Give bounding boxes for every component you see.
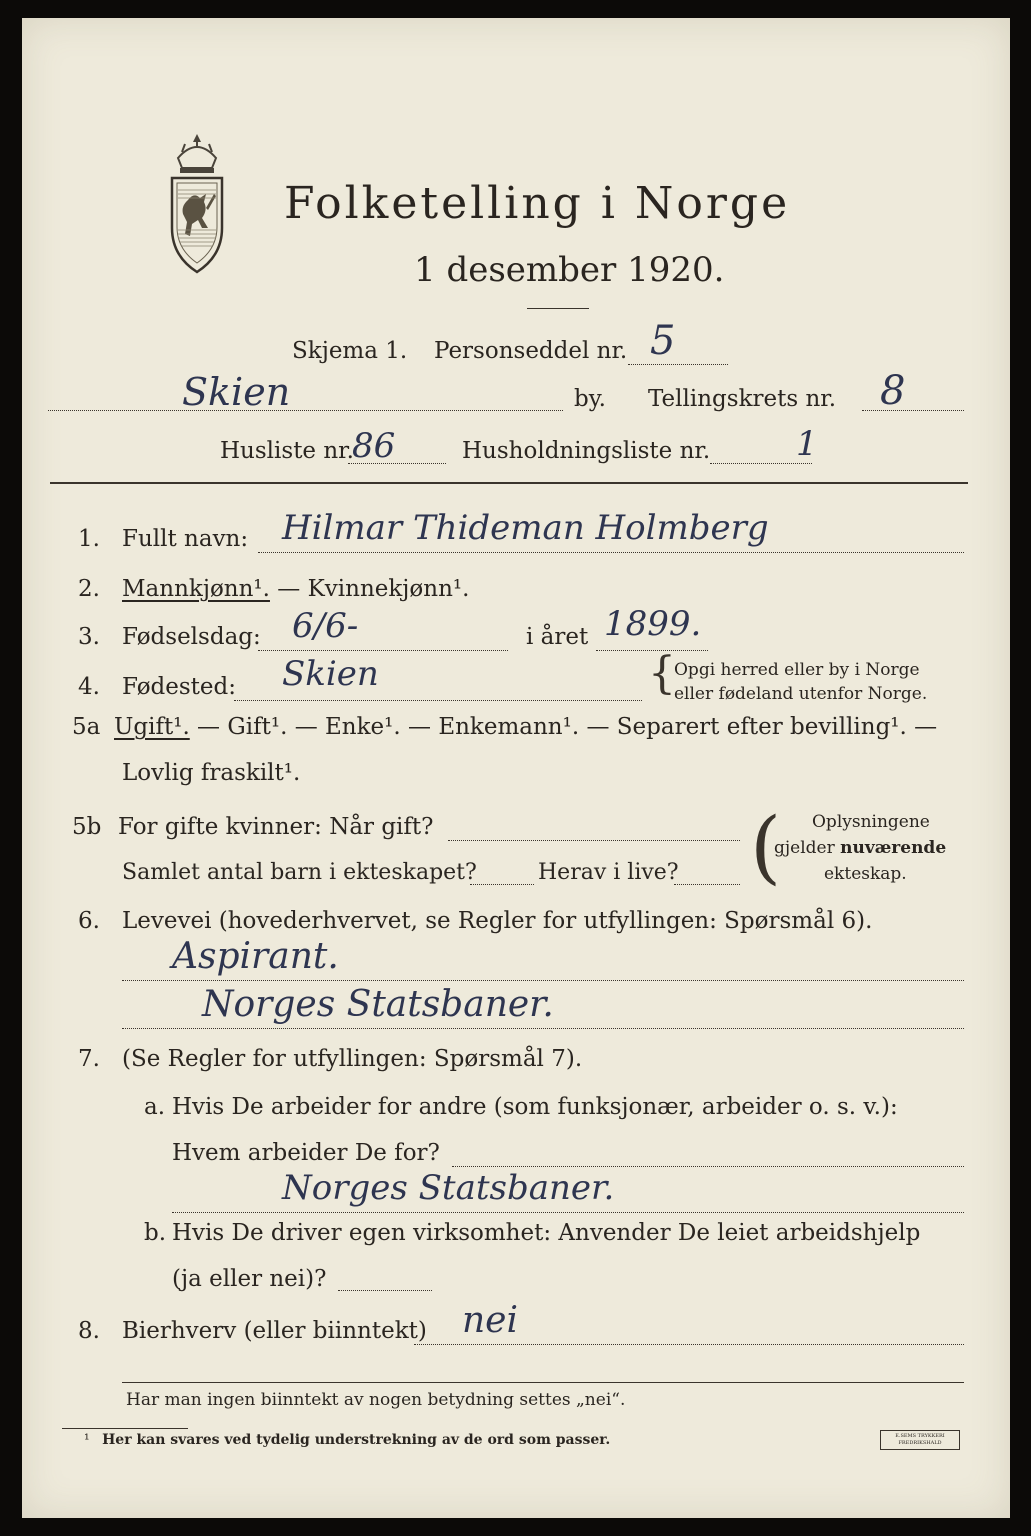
q3-number: 3. — [78, 624, 100, 650]
q4-number: 4. — [78, 674, 100, 700]
coat-of-arms-icon — [166, 130, 228, 280]
birth-day-value[interactable]: 6/6- — [292, 606, 359, 646]
option-separator: — — [269, 576, 308, 602]
q7a-label: Hvis De arbeider for andre (som funksjonær, arbeider o. s. v.): — [172, 1094, 898, 1120]
tellingskrets-line — [862, 410, 964, 411]
q4-line — [234, 700, 642, 701]
q7b-label-2: (ja eller nei)? — [172, 1266, 327, 1292]
q7a-line-2 — [172, 1212, 964, 1213]
q7a-label-2: Hvem arbeider De for? — [172, 1140, 440, 1166]
birthplace-value[interactable]: Skien — [282, 654, 379, 694]
title-divider — [527, 308, 589, 309]
q5b-children-line — [470, 884, 534, 885]
personseddel-line — [628, 364, 728, 365]
city-value[interactable]: Skien — [182, 370, 291, 414]
q7a-number: a. — [144, 1094, 166, 1120]
q7a-line-1 — [452, 1166, 964, 1167]
option-kvinnekjonn[interactable]: Kvinnekjønn¹. — [307, 576, 470, 602]
q5b-note-2: gjelder nuværende — [774, 838, 947, 858]
q5b-note-1: Oplysningene — [812, 812, 930, 832]
q6-line-1 — [122, 980, 964, 981]
q2-number: 2. — [78, 576, 100, 602]
skjema-label: Skjema 1. — [292, 338, 408, 364]
option-mannkjonn[interactable]: Mannkjønn¹. — [122, 576, 270, 602]
footnote-mark: ¹ — [84, 1432, 90, 1448]
footnote-text: Her kan svares ved tydelig understrekning av de ord som passer. — [102, 1432, 611, 1448]
q5b-married-line — [448, 840, 740, 841]
q8-label: Bierhverv (eller biinntekt) — [122, 1318, 427, 1344]
printer-stamp: E.SEMS TRYKKERI FREDRIKSHALD — [880, 1430, 960, 1450]
footnote — [84, 1432, 610, 1448]
q1-number: 1. — [78, 526, 100, 552]
q3-label: Fødselsdag: — [122, 624, 261, 650]
census-date: 1 desember 1920. — [414, 250, 725, 290]
q4-note-2: eller fødeland utenfor Norge. — [674, 684, 928, 704]
husliste-value[interactable]: 86 — [352, 426, 396, 466]
q1-label: Fullt navn: — [122, 526, 249, 552]
option-ugift[interactable]: Ugift¹. — [114, 714, 190, 740]
q1-line — [258, 552, 964, 553]
q5b-alive-line — [674, 884, 740, 885]
q5b-brace: ( — [750, 800, 782, 893]
husholdning-value[interactable]: 1 — [796, 424, 818, 464]
husholdning-label: Husholdningsliste nr. — [462, 438, 711, 464]
q5a-options — [114, 714, 937, 740]
q4-label: Fødested: — [122, 674, 237, 700]
side-income-value[interactable]: nei — [462, 1300, 519, 1341]
header-divider — [50, 482, 968, 484]
tellingskrets-value[interactable]: 8 — [880, 368, 906, 414]
q4-brace: { — [648, 648, 676, 699]
footnote-divider — [62, 1428, 188, 1429]
q3-day-line — [258, 650, 508, 651]
q5b-number: 5b — [72, 814, 102, 840]
q6-line-2 — [122, 1028, 964, 1029]
q2-options — [122, 576, 469, 602]
q7b-label: Hvis De driver egen virksomhet: Anvender De leiet arbeidshjelp — [172, 1220, 921, 1246]
employer-value[interactable]: Norges Statsbaner. — [282, 1168, 615, 1208]
option-lovlig-fraskilt[interactable]: Lovlig fraskilt¹. — [122, 760, 301, 786]
census-form — [22, 18, 1010, 1518]
option-other-statuses[interactable]: — Gift¹. — Enke¹. — Enkemann¹. — Separert efter bevilling¹. — — [189, 714, 938, 740]
q5a-number: 5a — [72, 714, 101, 740]
q7-label: (Se Regler for utfyllingen: Spørsmål 7). — [122, 1046, 583, 1072]
husliste-label: Husliste nr. — [220, 438, 354, 464]
q7b-line — [338, 1290, 432, 1291]
personseddel-value[interactable]: 5 — [650, 318, 676, 364]
year-label: i året — [526, 624, 589, 650]
q5b-note-3: ekteskap. — [824, 864, 907, 884]
q5b-label-1: For gifte kvinner: Når gift? — [118, 814, 434, 840]
q4-note-1: Opgi herred eller by i Norge — [674, 660, 920, 680]
personseddel-label: Personseddel nr. — [434, 338, 628, 364]
city-line — [48, 410, 563, 411]
occupation-value-2[interactable]: Norges Statsbaner. — [202, 984, 554, 1025]
tellingskrets-label: Tellingskrets nr. — [648, 386, 837, 412]
by-label: by. — [574, 386, 606, 412]
footer-divider — [122, 1382, 964, 1383]
q6-label: Levevei (hovederhvervet, se Regler for utfyllingen: Spørsmål 6). — [122, 908, 873, 934]
form-title: Folketelling i Norge — [284, 178, 791, 229]
q5b-label-2: Samlet antal barn i ekteskapet? — [122, 860, 477, 885]
full-name-value[interactable]: Hilmar Thideman Holmberg — [282, 508, 769, 548]
occupation-value-1[interactable]: Aspirant. — [172, 936, 339, 977]
footer-note: Har man ingen biinntekt av nogen betydning settes „nei“. — [126, 1390, 626, 1410]
q8-line — [414, 1344, 964, 1345]
q6-number: 6. — [78, 908, 100, 934]
q7b-number: b. — [144, 1220, 167, 1246]
q7-number: 7. — [78, 1046, 100, 1072]
birth-year-value[interactable]: 1899. — [604, 604, 702, 644]
q8-number: 8. — [78, 1318, 100, 1344]
q5b-label-3: Herav i live? — [538, 860, 679, 885]
